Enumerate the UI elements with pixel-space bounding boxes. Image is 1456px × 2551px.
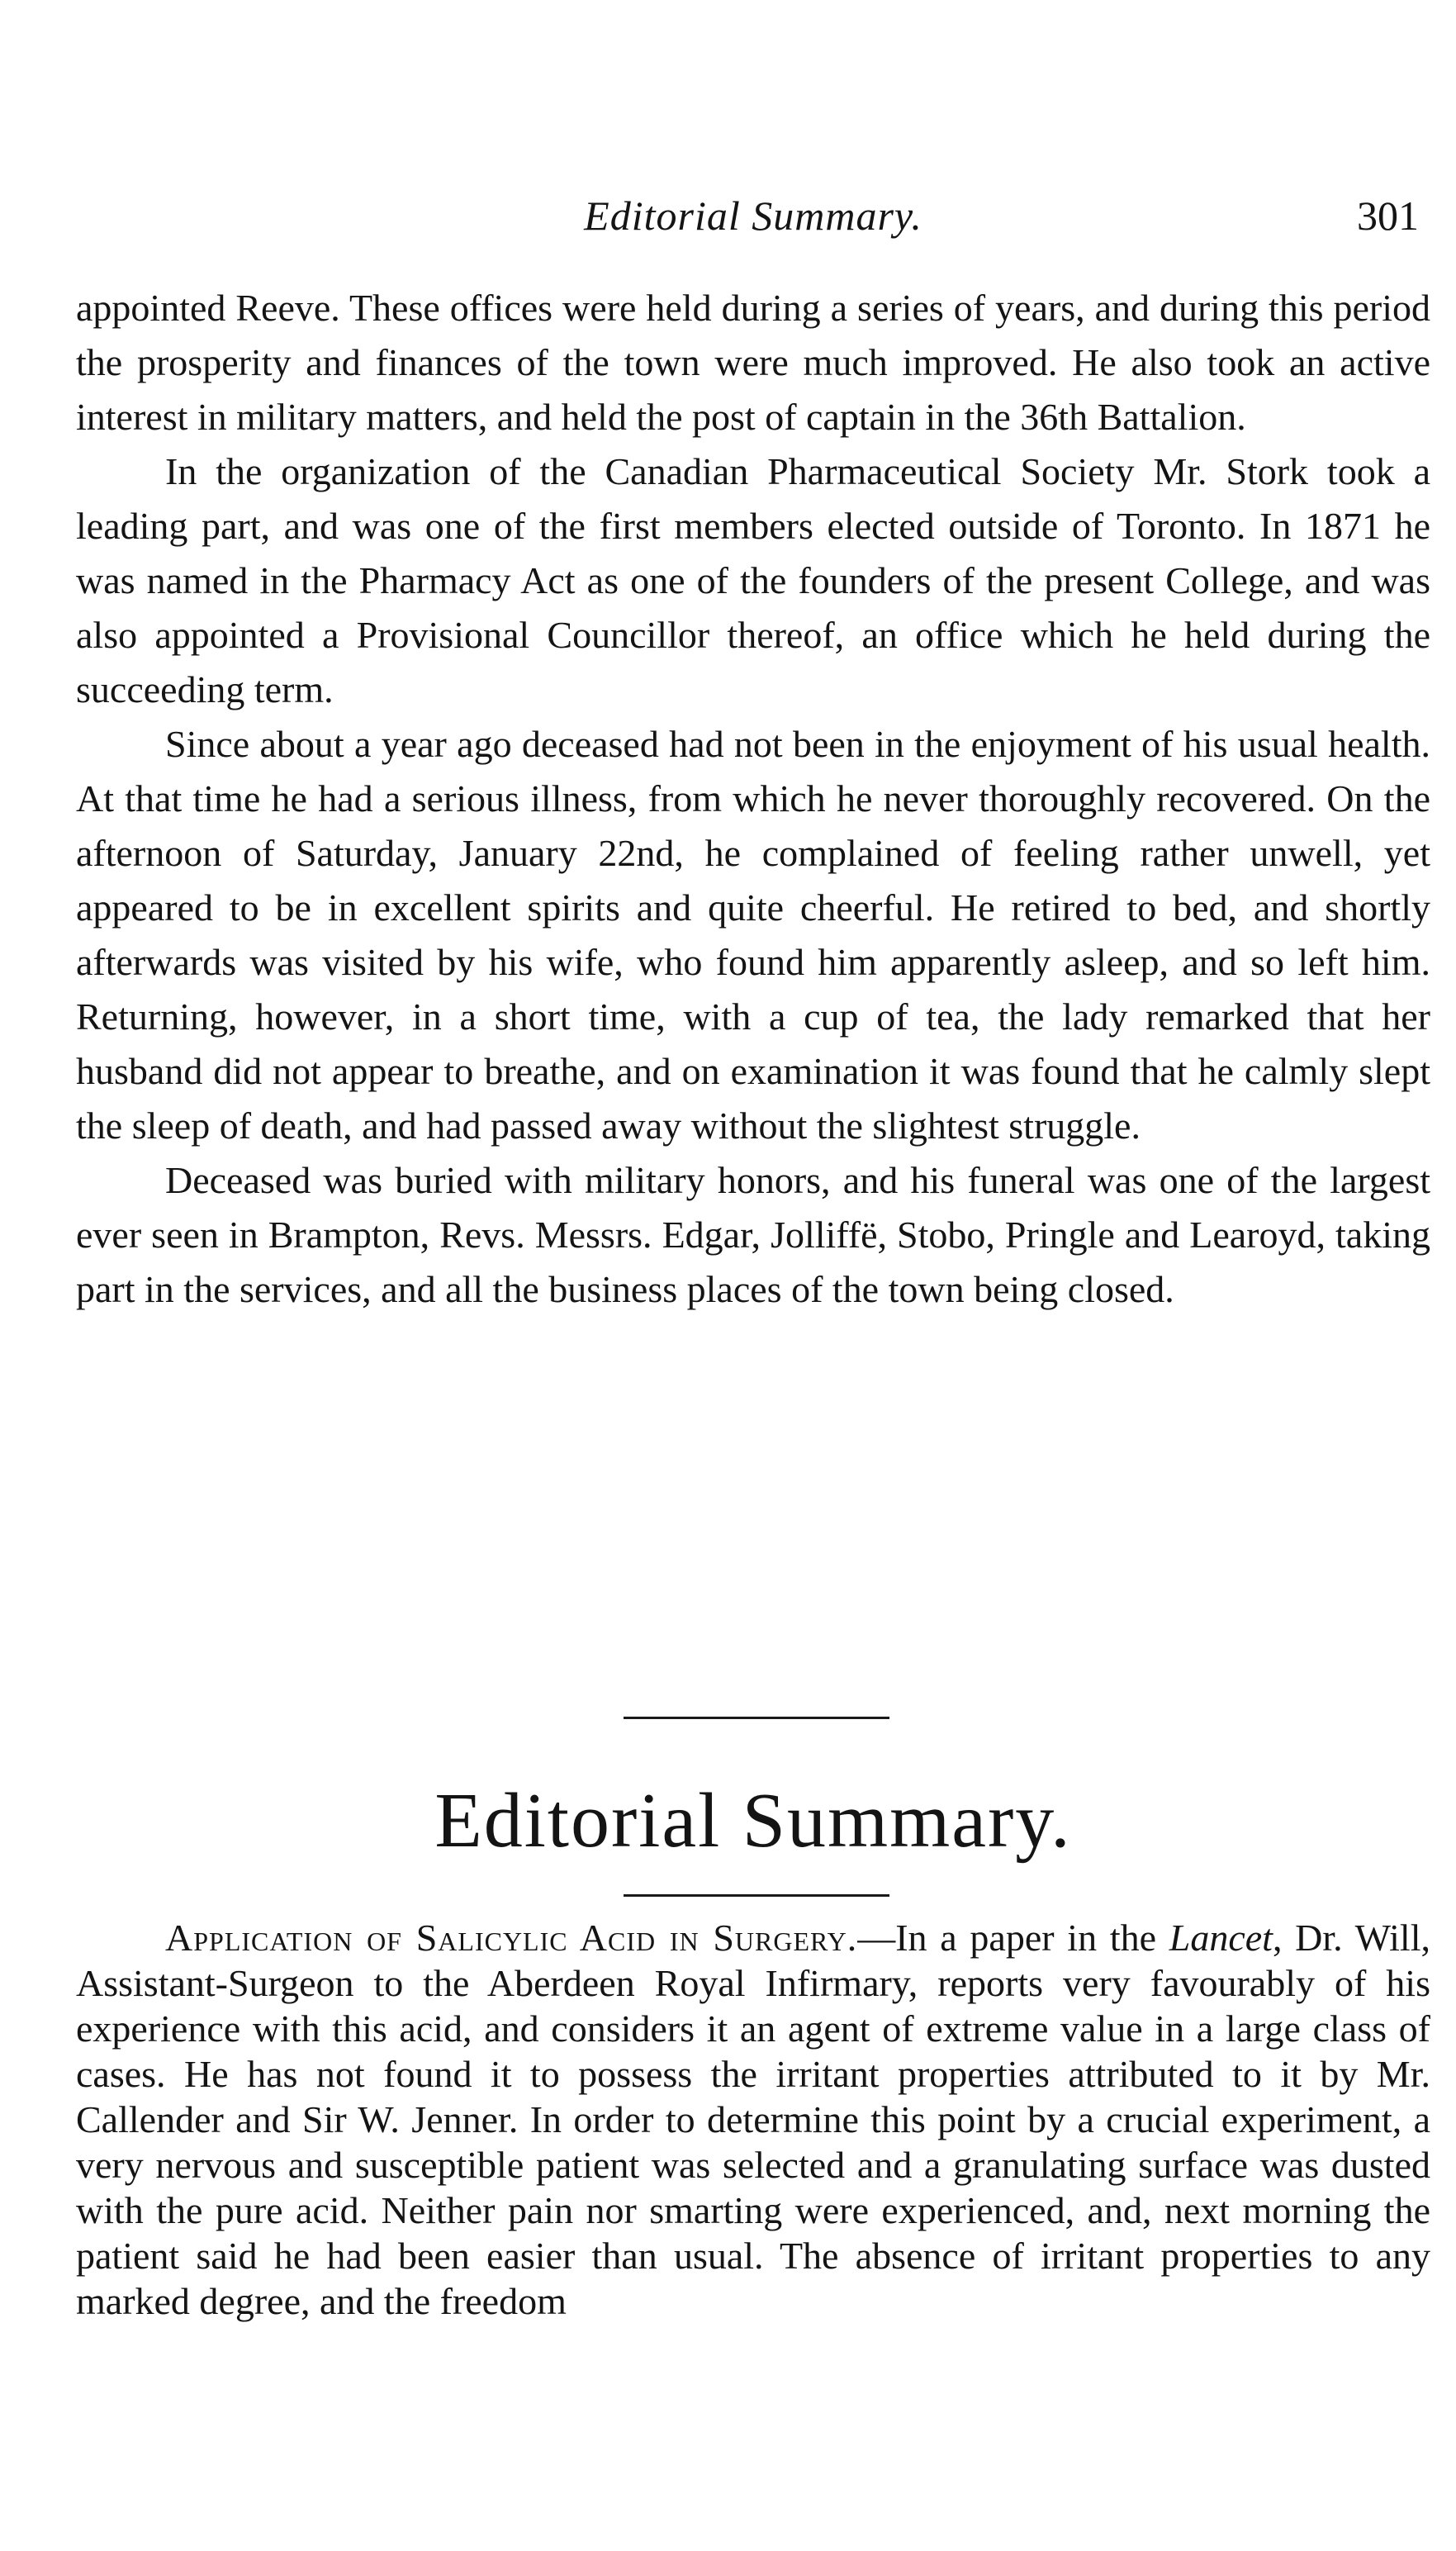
paragraph [76,1915,1430,2324]
journal-name: Lancet [1169,1917,1273,1959]
obituary-text [76,281,1430,1317]
section-heading: Editorial Summary. [434,1778,1072,1864]
paragraph: In the organization of the Canadian Pharmaceutical Society Mr. Stork took a leading part, and was one of the first members elected outside of Toronto. In 1871 he was named in the Pharmacy Act as one of the founders of the present College, and was also appointed a Provisional Councillor thereof, an office which he held during the succeeding term. [76,450,1430,710]
article-text [76,1915,1430,2324]
article-lead-title: Application of Salicylic Acid in Surgery. [165,1917,858,1959]
section-divider-top [624,1717,889,1719]
page-number: 301 [1357,192,1419,239]
paragraph: Since about a year ago deceased had not been in the enjoyment of his usual health. At that time he had a serious illness, from which he never thoroughly recovered. On the afternoon of Saturday, January 22nd, he complained of feeling rather unwell, yet appeared to be in excellent spirits and quite cheerful. He retired to bed, and shortly afterwards was visited by his wife, who found him apparently asleep, and so left him. Returning, however, in a short time, with a cup of tea, the lady remarked that her husband did not appear to breathe, and on examination it was found that he calmly slept the sleep of death, and had passed away without the slightest struggle. [76,723,1430,1147]
running-title: Editorial Summary. [584,192,922,239]
running-head [76,192,1430,249]
paragraph: Deceased was buried with military honors, and his funeral was one of the largest ever seen in Brampton, Revs. Messrs. Edgar, Jolliffë, Stobo, Pringle and Learoyd, taking part in the services, and all the business places of the town being closed. [76,1159,1430,1310]
paragraph: appointed Reeve. These offices were held during a series of years, and during this period the prosperity and finances of the town were much improved. He also took an active interest in military matters, and held the post of captain in the 36th Battalion. [76,287,1430,438]
article-text-part: —In a paper in the [857,1917,1169,1959]
article-text-part: , Dr. Will, Assistant-Surgeon to the Aberdeen Royal Infirmary, reports very favourably of his experience with this acid, and considers it an agent of extreme value in a large class of cases. He has not found it to possess the irritant properties attributed to it by Mr. Callender and Sir W. Jenner. In order to determine this point by a crucial experiment, a very nervous and susceptible patient was selected and a granulating surface was dusted with the pure acid. Neither pain nor smarting were experienced, and, next morning the patient said he had been easier than usual. The absence of irritant properties to any marked degree, and the freedom [76,1917,1430,2322]
section-divider-bottom [624,1894,889,1897]
